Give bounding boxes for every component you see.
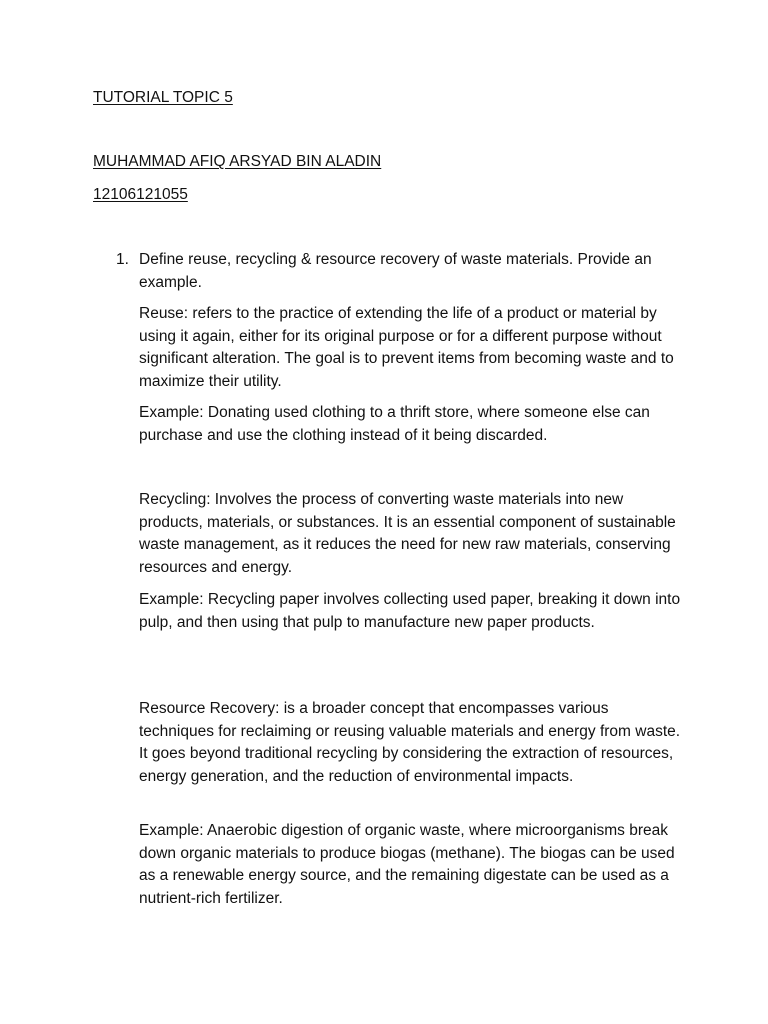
resource-recovery-example: Example: Anaerobic digestion of organic waste, where microorganisms break down organic materials to produce biogas (methane). The biogas can be used as a renewable energy source, and the remaining digestate can be used as a nutrient-rich fertilizer. [139,822,675,907]
recycling-example: Example: Recycling paper involves collecting used paper, breaking it down into pulp, and then using that pulp to manufacture new paper products. [139,591,681,631]
resource-recovery-definition: Resource Recovery: is a broader concept that encompasses various techniques for reclaiming or reusing valuable materials and energy from waste. It goes beyond traditional recycling by considering the extraction of resources, energy generation, and the reduction of environmental impacts. [139,700,681,785]
student-name: MUHAMMAD AFIQ ARSYAD BIN ALADIN [93,153,382,170]
student-id: 12106121055 [93,186,188,203]
reuse-definition: Reuse: refers to the practice of extending the life of a product or material by using it again, either for its original purpose or for a different purpose without significant alteration. The goal is to prevent items from becoming waste and to maximize their utility. [139,305,674,390]
document-title: TUTORIAL TOPIC 5 [93,89,233,106]
question-text: Define reuse, recycling & resource recovery of waste materials. Provide an example. [139,251,652,291]
question-number: 1. [116,251,129,268]
reuse-example: Example: Donating used clothing to a thrift store, where someone else can purchase and use the clothing instead of it being discarded. [139,404,650,444]
recycling-definition: Recycling: Involves the process of converting waste materials into new products, materials, or substances. It is an essential component of sustainable waste management, as it reduces the need for new raw materials, conserving resources and energy. [139,491,676,576]
